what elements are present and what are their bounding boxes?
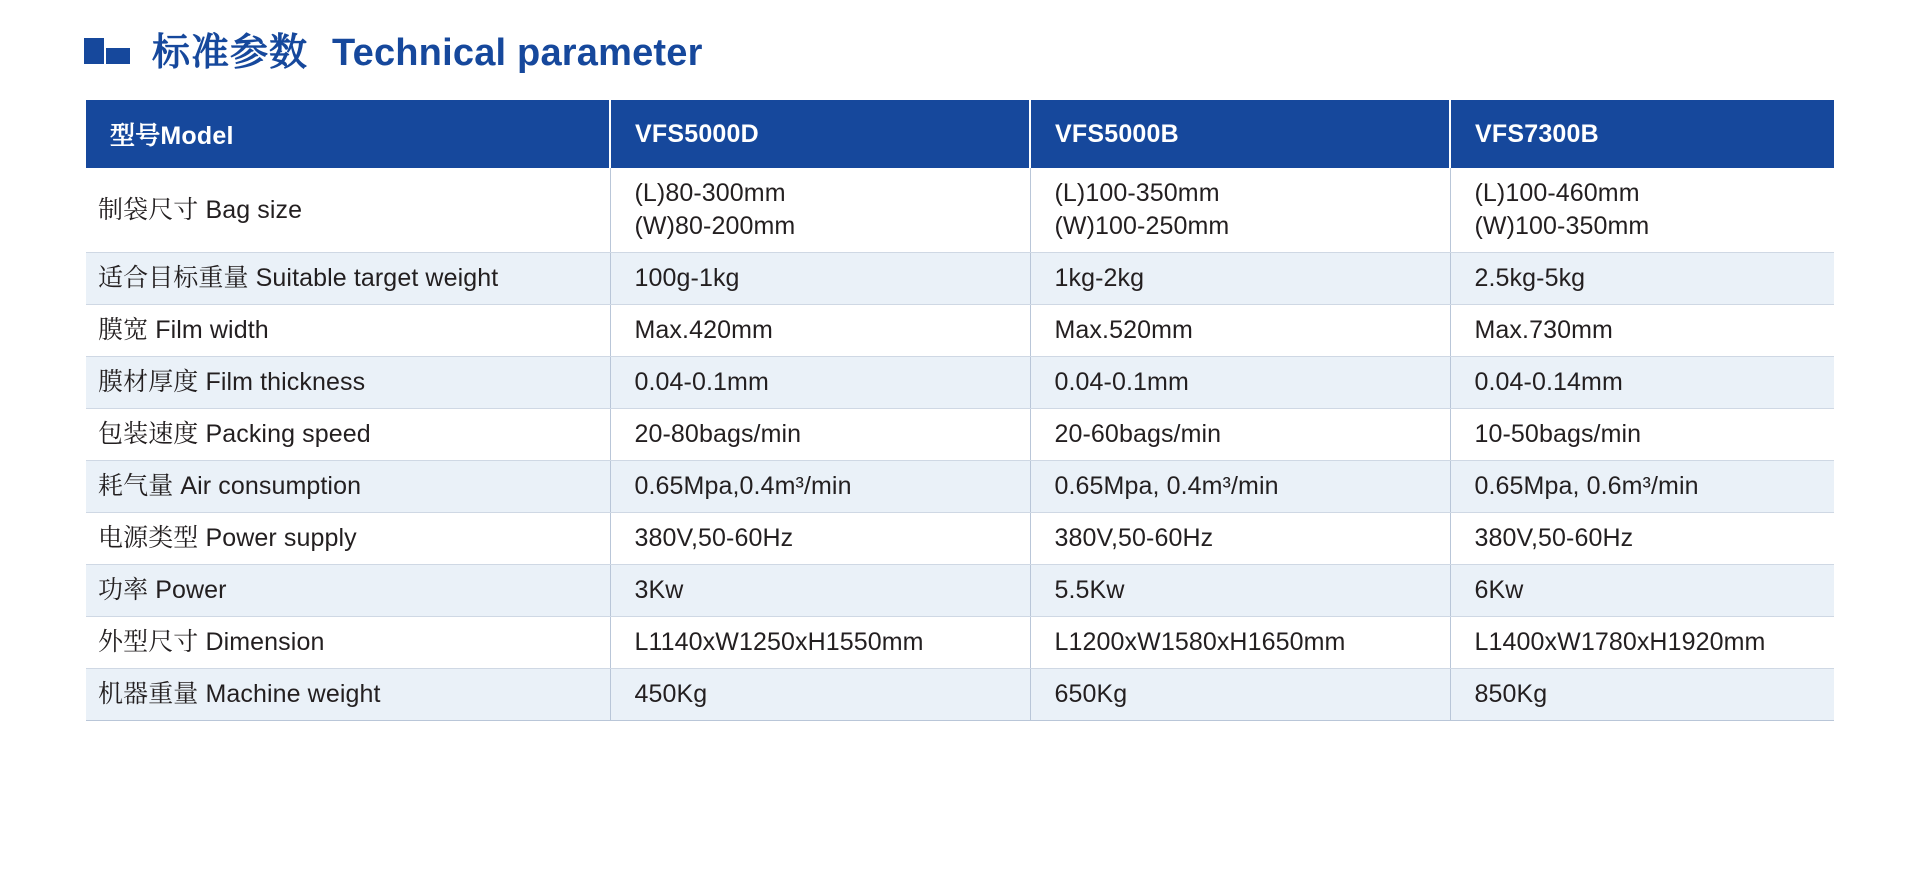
row-label-power: 功率 Power: [86, 565, 610, 617]
table-row: [86, 357, 1834, 409]
cell-air-consumption-vfs5000b: 0.65Mpa, 0.4m³/min: [1030, 461, 1450, 513]
cell-line: (W)100-350mm: [1474, 212, 1650, 240]
cell-film-thickness-vfs5000d: 0.04-0.1mm: [610, 357, 1030, 409]
table-row: [86, 617, 1834, 669]
table-row: [86, 409, 1834, 461]
cell-line: (L)100-460mm: [1474, 179, 1640, 207]
cell-power-supply-vfs5000d: 380V,50-60Hz: [610, 513, 1030, 565]
technical-parameter-table: [86, 100, 1834, 721]
cell-power-vfs7300b: 6Kw: [1450, 565, 1834, 617]
table-header-row: [86, 100, 1834, 168]
cell-packing-speed-vfs5000d: 20-80bags/min: [610, 409, 1030, 461]
row-label-dimension: 外型尺寸 Dimension: [86, 617, 610, 669]
table-body: [86, 168, 1834, 721]
column-header-vfs5000d: VFS5000D: [610, 100, 1030, 168]
cell-dimension-vfs7300b: L1400xW1780xH1920mm: [1450, 617, 1834, 669]
cell-machine-weight-vfs5000b: 650Kg: [1030, 669, 1450, 721]
cell-power-vfs5000d: 3Kw: [610, 565, 1030, 617]
cell-air-consumption-vfs7300b: 0.65Mpa, 0.6m³/min: [1450, 461, 1834, 513]
cell-line: (L)100-350mm: [1054, 179, 1220, 207]
cell-line: (W)100-250mm: [1054, 212, 1230, 240]
cell-bag-size-vfs5000b: [1030, 168, 1450, 253]
cell-packing-speed-vfs7300b: 10-50bags/min: [1450, 409, 1834, 461]
table-row: [86, 513, 1834, 565]
cell-machine-weight-vfs7300b: 850Kg: [1450, 669, 1834, 721]
blue-double-square-icon: [84, 36, 130, 70]
page-title-en: Technical parameter: [332, 32, 703, 74]
row-label-bag-size: 制袋尺寸 Bag size: [86, 168, 610, 253]
row-label-film-thickness: 膜材厚度 Film thickness: [86, 357, 610, 409]
row-label-machine-weight: 机器重量 Machine weight: [86, 669, 610, 721]
cell-target-weight-vfs7300b: 2.5kg-5kg: [1450, 253, 1834, 305]
table-row: [86, 253, 1834, 305]
table-row: [86, 305, 1834, 357]
cell-target-weight-vfs5000d: 100g-1kg: [610, 253, 1030, 305]
cell-film-width-vfs5000d: Max.420mm: [610, 305, 1030, 357]
row-label-packing-speed: 包装速度 Packing speed: [86, 409, 610, 461]
cell-power-vfs5000b: 5.5Kw: [1030, 565, 1450, 617]
column-header-vfs5000b: VFS5000B: [1030, 100, 1450, 168]
spec-table-container: [86, 100, 1834, 721]
cell-dimension-vfs5000b: L1200xW1580xH1650mm: [1030, 617, 1450, 669]
table-row: [86, 669, 1834, 721]
cell-machine-weight-vfs5000d: 450Kg: [610, 669, 1030, 721]
table-row: [86, 168, 1834, 253]
table-row: [86, 565, 1834, 617]
cell-bag-size-vfs7300b: [1450, 168, 1834, 253]
cell-target-weight-vfs5000b: 1kg-2kg: [1030, 253, 1450, 305]
table-row: [86, 461, 1834, 513]
cell-film-thickness-vfs7300b: 0.04-0.14mm: [1450, 357, 1834, 409]
cell-line: (L)80-300mm: [634, 179, 786, 207]
cell-power-supply-vfs5000b: 380V,50-60Hz: [1030, 513, 1450, 565]
cell-packing-speed-vfs5000b: 20-60bags/min: [1030, 409, 1450, 461]
cell-air-consumption-vfs5000d: 0.65Mpa,0.4m³/min: [610, 461, 1030, 513]
cell-dimension-vfs5000d: L1140xW1250xH1550mm: [610, 617, 1030, 669]
row-label-power-supply: 电源类型 Power supply: [86, 513, 610, 565]
cell-bag-size-vfs5000d: [610, 168, 1030, 253]
cell-power-supply-vfs7300b: 380V,50-60Hz: [1450, 513, 1834, 565]
column-header-model: 型号Model: [86, 100, 610, 168]
cell-line: (W)80-200mm: [634, 212, 796, 240]
cell-film-width-vfs5000b: Max.520mm: [1030, 305, 1450, 357]
row-label-air-consumption: 耗气量 Air consumption: [86, 461, 610, 513]
row-label-film-width: 膜宽 Film width: [86, 305, 610, 357]
column-header-vfs7300b: VFS7300B: [1450, 100, 1834, 168]
page-title-cn: 标准参数: [152, 32, 309, 74]
row-label-target-weight: 适合目标重量 Suitable target weight: [86, 253, 610, 305]
cell-film-thickness-vfs5000b: 0.04-0.1mm: [1030, 357, 1450, 409]
cell-film-width-vfs7300b: Max.730mm: [1450, 305, 1834, 357]
page-heading: [0, 0, 1920, 78]
table-header: [86, 100, 1834, 168]
